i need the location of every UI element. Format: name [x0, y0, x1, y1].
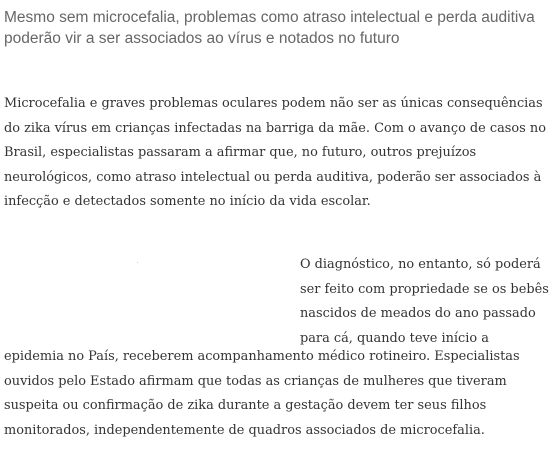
- image-placeholder-dot: [137, 262, 138, 263]
- article-paragraph-1: Microcefalia e graves problemas oculares podem não ser as únicas consequências do zika vírus em crianças infectadas na barriga da mãe. Com o avanço de casos no Brasil, especialistas passaram a afirmar que, no futuro, outros prejuízos neurológicos, como atraso intelectual ou perda auditiva, poderão ser associados à infecção e detectados somente no início da vida escolar.: [4, 96, 546, 209]
- article-paragraph-2-start: O diagnóstico, no entanto, só poderá ser feito com propriedade se os bebês nascidos de meados do ano passado para cá, quando teve início a: [300, 257, 549, 346]
- article-subtitle: Mesmo sem microcefalia, problemas como atraso intelectual e perda auditiva poderão vir a ser associados ao vírus e notados no futuro: [4, 9, 535, 47]
- article-paragraph-2-continuation: epidemia no País, receberem acompanhamento médico rotineiro. Especialistas ouvidos pelo Estado afirmam que todas as crianças de mulheres que tiveram suspeita ou confirmação de zika durante a gestação devem ter seus filhos monitorados, independentemente de quadros associados de microcefalia.: [4, 349, 520, 438]
